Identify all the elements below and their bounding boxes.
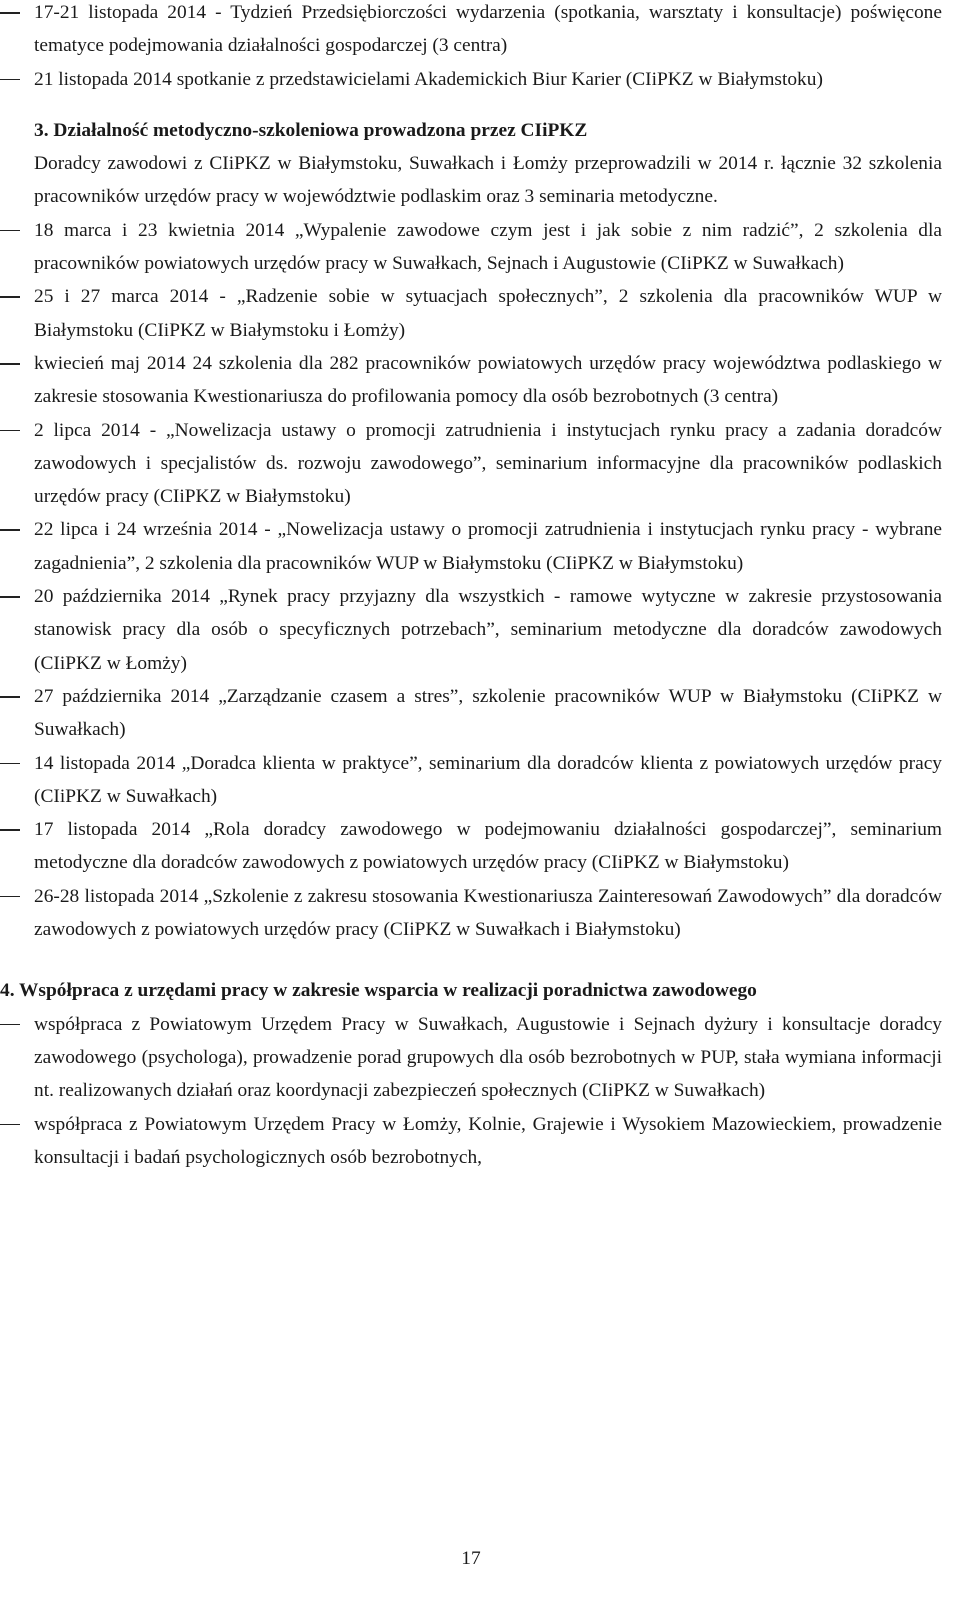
dash-bullet-icon <box>0 696 20 698</box>
list-item <box>0 513 942 580</box>
list-item-text: 17-21 listopada 2014 - Tydzień Przedsiębiorczości wydarzenia (spotkania, warsztaty i konsultacje) poświęcone tematyce podejmowania działalności gospodarczej (3 centra) <box>34 2 942 57</box>
list-item-text: 25 i 27 marca 2014 - „Radzenie sobie w sytuacjach społecznych”, 2 szkolenia dla pracowników WUP w Białymstoku (CIiPKZ w Białymstoku i Łomży) <box>34 286 942 341</box>
list-item <box>0 813 942 880</box>
list-item-text: 18 marca i 23 kwietnia 2014 „Wypalenie zawodowe czym jest i jak sobie z nim radzić”, 2 szkolenia dla pracowników powiatowych urzędów pracy w Suwałkach, Sejnach i Augustowie (CIiPKZ w Suwałkach) <box>34 219 942 275</box>
list-item <box>0 214 942 281</box>
list-item <box>0 1008 942 1108</box>
list-item-text: 21 listopada 2014 spotkanie z przedstawicielami Akademickich Biur Karier (CIiPKZ w Białymstoku) <box>34 68 823 90</box>
dash-bullet-icon <box>0 1024 20 1026</box>
list-item <box>0 680 942 747</box>
list-item-text: 14 listopada 2014 „Doradca klienta w praktyce”, seminarium dla doradców klienta z powiatowych urzędów pracy (CIiPKZ w Suwałkach) <box>34 752 942 807</box>
list-item-text: 27 października 2014 „Zarządzanie czasem a stres”, szkolenie pracowników WUP w Białymstoku (CIiPKZ w Suwałkach) <box>34 685 942 741</box>
dash-bullet-icon <box>0 829 20 831</box>
dash-bullet-icon <box>0 763 20 765</box>
list-item <box>0 63 942 96</box>
list-item-text: 22 lipca i 24 września 2014 - „Nowelizacja ustawy o promocji zatrudnienia i instytucjach rynku pracy - wybrane zagadnienia”, 2 szkolenia dla pracowników WUP w Białymstoku (CIiPKZ w Białymstoku) <box>34 519 942 574</box>
dash-bullet-icon <box>0 230 20 232</box>
dash-bullet-icon <box>0 12 20 14</box>
list-item <box>0 280 942 347</box>
section-paragraph: Doradcy zawodowi z CIiPKZ w Białymstoku, Suwałkach i Łomży przeprowadzili w 2014 r. łącznie 32 szkolenia pracowników urzędów pracy w województwie podlaskim oraz 3 seminaria metodyczne. <box>34 153 942 208</box>
dash-bullet-icon <box>0 79 20 81</box>
dash-bullet-icon <box>0 296 20 298</box>
dash-bullet-icon <box>0 596 20 598</box>
list-item <box>0 580 942 680</box>
dash-bullet-icon <box>0 1124 20 1126</box>
list-item-text: 17 listopada 2014 „Rola doradcy zawodowego w podejmowaniu działalności gospodarczej”, seminarium metodyczne dla doradców zawodowych z powiatowych urzędów pracy (CIiPKZ w Białymstoku) <box>34 819 942 874</box>
dash-bullet-icon <box>0 363 20 365</box>
list-item <box>0 414 942 514</box>
list-item-text: kwiecień maj 2014 24 szkolenia dla 282 pracowników powiatowych urzędów pracy województwa podlaskiego w zakresie stosowania Kwestionariusza do profilowania pomocy dla osób bezrobotnych (3 centra) <box>34 352 942 408</box>
dash-bullet-icon <box>0 529 20 531</box>
section-heading: 3. Działalność metodyczno-szkoleniowa prowadzona przez CIiPKZ <box>34 119 588 141</box>
page-number: 17 <box>461 1548 481 1569</box>
section-heading: 4. Współpraca z urzędami pracy w zakresie wsparcia w realizacji poradnictwa zawodowego <box>0 980 757 1002</box>
list-item <box>0 347 942 414</box>
section-3 <box>0 114 942 214</box>
list-item-text: 26-28 listopada 2014 „Szkolenie z zakresu stosowania Kwestionariusza Zainteresowań Zawodowych” dla doradców zawodowych z powiatowych urzędów pracy (CIiPKZ w Suwałkach i Białymstoku) <box>34 885 942 941</box>
list-item-text: współpraca z Powiatowym Urzędem Pracy w Łomży, Kolnie, Grajewie i Wysokiem Mazowieckiem, prowadzenie konsultacji i badań psychologicznych osób bezrobotnych, <box>34 1113 942 1168</box>
list-item <box>0 747 942 814</box>
list-item <box>0 0 942 63</box>
list-item-text: 20 października 2014 „Rynek pracy przyjazny dla wszystkich - ramowe wytyczne w zakresie przystosowania stanowisk pracy dla osób o specyficznych potrzebach”, seminarium metodyczne dla doradców zawodowych (CIiPKZ w Łomży) <box>34 586 942 674</box>
list-item-text: 2 lipca 2014 - „Nowelizacja ustawy o promocji zatrudnienia i instytucjach rynku pracy a zadania doradców zawodowych i specjalistów ds. rozwoju zawodowego”, seminarium informacyjne dla pracowników podlaskich urzędów pracy (CIiPKZ w Białymstoku) <box>34 419 942 508</box>
dash-bullet-icon <box>0 896 20 898</box>
section-4 <box>0 974 942 1007</box>
list-item <box>0 1108 942 1175</box>
dash-bullet-icon <box>0 430 20 432</box>
list-item-text: współpraca z Powiatowym Urzędem Pracy w Suwałkach, Augustowie i Sejnach dyżury i konsultacje doradcy zawodowego (psychologa), prowadzenie porad grupowych dla osób bezrobotnych w PUP, stała wymiana informacji nt. realizowanych działań oraz koordynacji zabezpieczeń społecznych (CIiPKZ w Suwałkach) <box>34 1013 942 1102</box>
list-item <box>0 880 942 947</box>
